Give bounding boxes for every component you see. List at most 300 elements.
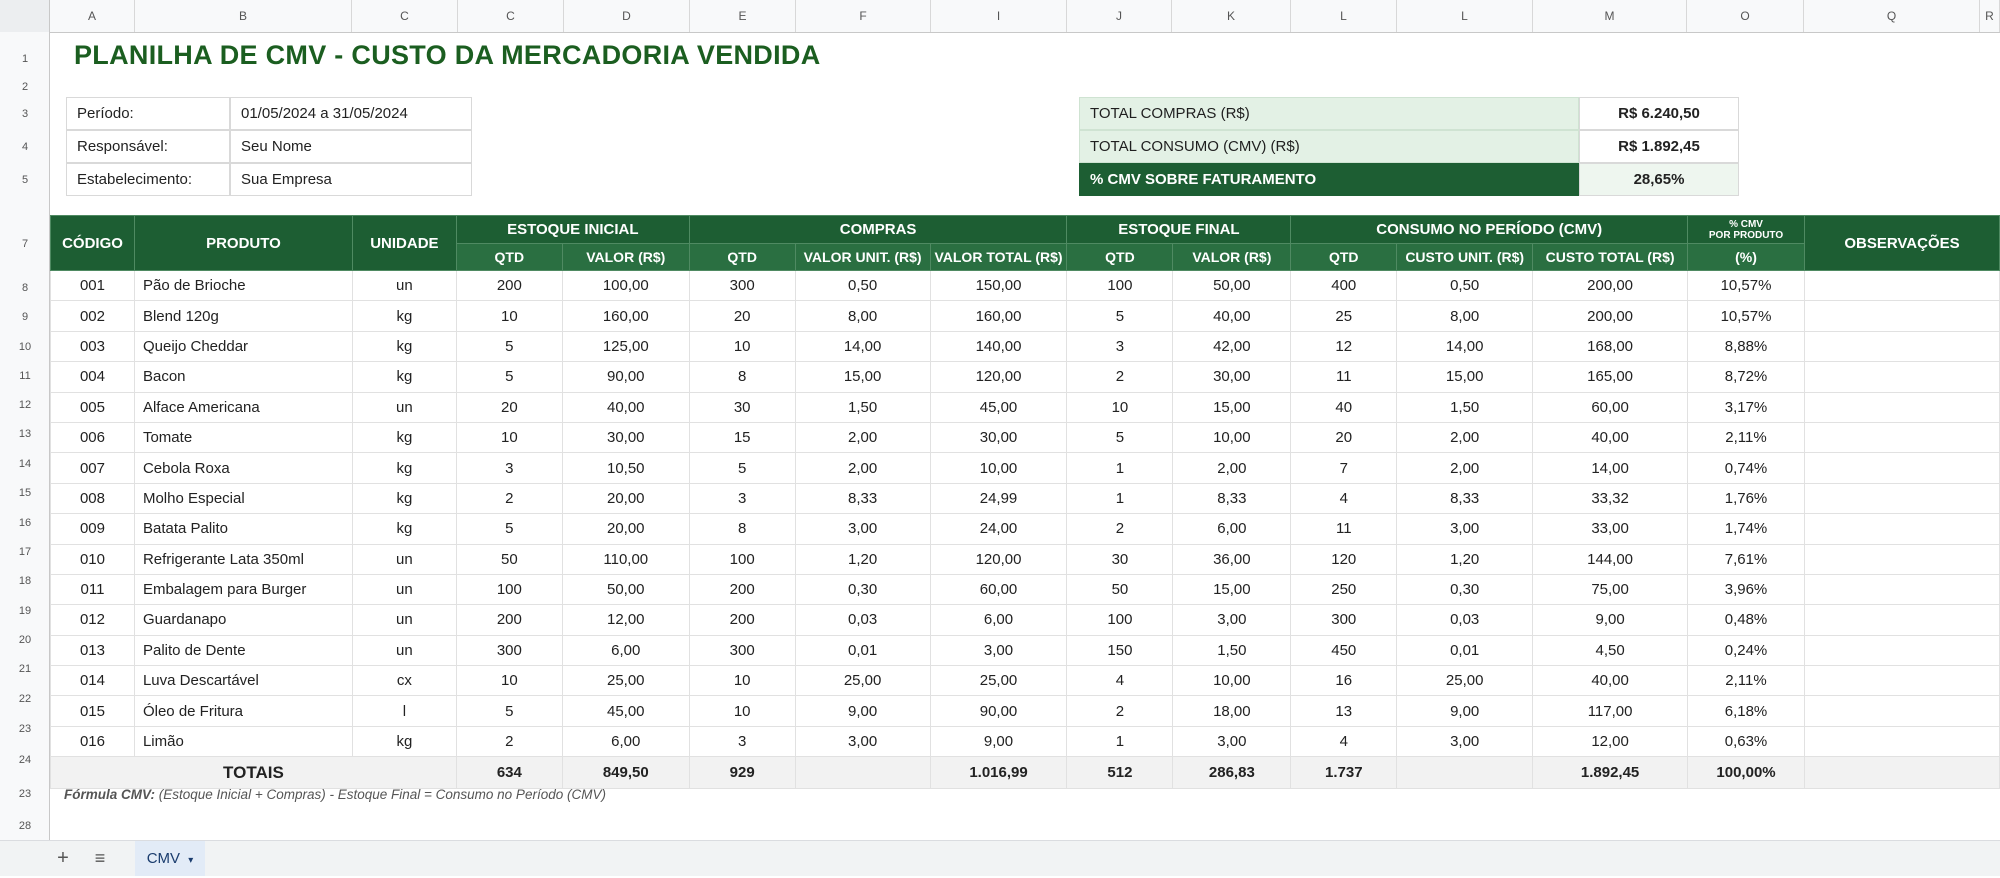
cell-estoque-inicial-valor[interactable]: 6,00 <box>562 635 689 665</box>
cell-observacoes[interactable] <box>1804 392 1999 422</box>
header-produto[interactable]: PRODUTO <box>134 216 352 271</box>
subheader-valor-unit[interactable]: VALOR UNIT. (R$) <box>795 244 930 271</box>
cell-unidade[interactable]: kg <box>352 483 456 513</box>
cell-compras-qtd[interactable]: 200 <box>689 605 795 635</box>
cell-estoque-final-valor[interactable]: 15,00 <box>1173 392 1291 422</box>
cell-estoque-inicial-valor[interactable]: 50,00 <box>562 574 689 604</box>
cell-codigo[interactable]: 007 <box>51 453 135 483</box>
cell-observacoes[interactable] <box>1804 635 1999 665</box>
cell-consumo-custo-unit[interactable]: 15,00 <box>1397 362 1533 392</box>
totals-label[interactable]: TOTAIS <box>51 757 457 789</box>
cell-compras-valor-unit[interactable]: 25,00 <box>795 666 930 696</box>
cell-unidade[interactable]: un <box>352 271 456 301</box>
column-letter[interactable]: L <box>1291 0 1397 32</box>
row-number[interactable]: 1 <box>21 53 29 65</box>
info-label-estabelecimento[interactable]: Estabelecimento: <box>66 163 230 196</box>
cell-estoque-inicial-qtd[interactable]: 10 <box>456 422 562 452</box>
row-number[interactable]: 21 <box>18 663 32 675</box>
cell-consumo-qtd[interactable]: 4 <box>1291 483 1397 513</box>
cell-estoque-final-qtd[interactable]: 1 <box>1067 726 1173 756</box>
cell-compras-valor-unit[interactable]: 0,03 <box>795 605 930 635</box>
cell-consumo-custo-total[interactable]: 165,00 <box>1533 362 1688 392</box>
cell-consumo-custo-total[interactable]: 168,00 <box>1533 331 1688 361</box>
cell-pct-produto[interactable]: 0,63% <box>1688 726 1805 756</box>
row-number[interactable]: 12 <box>18 398 32 411</box>
row-number[interactable]: 22 <box>18 692 32 705</box>
cell-produto[interactable]: Cebola Roxa <box>134 453 352 483</box>
subheader-custo-unit[interactable]: CUSTO UNIT. (R$) <box>1397 244 1533 271</box>
cell-estoque-inicial-valor[interactable]: 40,00 <box>562 392 689 422</box>
cell-consumo-custo-total[interactable]: 60,00 <box>1533 392 1688 422</box>
subheader-qtd[interactable]: QTD <box>1291 244 1397 271</box>
cell-produto[interactable]: Tomate <box>134 422 352 452</box>
row-number[interactable]: 23 <box>18 722 32 735</box>
cell-estoque-inicial-qtd[interactable]: 2 <box>456 483 562 513</box>
total-cell[interactable]: 1.737 <box>1291 757 1397 789</box>
cell-unidade[interactable]: un <box>352 544 456 574</box>
summary-label-total-compras[interactable]: TOTAL COMPRAS (R$) <box>1079 97 1579 130</box>
cell-estoque-final-valor[interactable]: 18,00 <box>1173 696 1291 726</box>
cell-estoque-inicial-qtd[interactable]: 200 <box>456 605 562 635</box>
cell-consumo-custo-total[interactable]: 200,00 <box>1533 301 1688 331</box>
cell-consumo-qtd[interactable]: 25 <box>1291 301 1397 331</box>
cell-codigo[interactable]: 013 <box>51 635 135 665</box>
row-number[interactable]: 7 <box>21 238 29 250</box>
total-cell[interactable]: 286,83 <box>1173 757 1291 789</box>
cell-compras-valor-total[interactable]: 90,00 <box>930 696 1067 726</box>
cell-observacoes[interactable] <box>1804 696 1999 726</box>
cell-estoque-final-qtd[interactable]: 2 <box>1067 362 1173 392</box>
column-letter[interactable]: D <box>564 0 690 32</box>
cell-consumo-qtd[interactable]: 250 <box>1291 574 1397 604</box>
header-codigo[interactable]: CÓDIGO <box>51 216 135 271</box>
cell-consumo-qtd[interactable]: 11 <box>1291 362 1397 392</box>
cell-consumo-qtd[interactable]: 13 <box>1291 696 1397 726</box>
cell-observacoes[interactable] <box>1804 331 1999 361</box>
cell-estoque-final-qtd[interactable]: 3 <box>1067 331 1173 361</box>
cell-estoque-final-qtd[interactable]: 30 <box>1067 544 1173 574</box>
cell-compras-qtd[interactable]: 8 <box>689 362 795 392</box>
cell-unidade[interactable]: kg <box>352 453 456 483</box>
cell-produto[interactable]: Guardanapo <box>134 605 352 635</box>
row-number[interactable]: 16 <box>18 516 32 529</box>
column-letter[interactable]: I <box>931 0 1067 32</box>
cell-compras-valor-total[interactable]: 25,00 <box>930 666 1067 696</box>
cell-estoque-inicial-valor[interactable]: 6,00 <box>562 726 689 756</box>
header-consumo[interactable]: CONSUMO NO PERÍODO (CMV) <box>1291 216 1688 244</box>
total-cell[interactable] <box>795 757 930 789</box>
cell-estoque-final-valor[interactable]: 40,00 <box>1173 301 1291 331</box>
cell-compras-qtd[interactable]: 10 <box>689 666 795 696</box>
row-number[interactable]: 10 <box>18 340 32 353</box>
cell-compras-valor-unit[interactable]: 14,00 <box>795 331 930 361</box>
cell-estoque-inicial-qtd[interactable]: 5 <box>456 696 562 726</box>
cell-estoque-final-valor[interactable]: 10,00 <box>1173 666 1291 696</box>
cell-observacoes[interactable] <box>1804 453 1999 483</box>
total-cell[interactable]: 929 <box>689 757 795 789</box>
cell-estoque-final-valor[interactable]: 6,00 <box>1173 514 1291 544</box>
info-value-periodo[interactable]: 01/05/2024 a 31/05/2024 <box>230 97 472 130</box>
cell-compras-valor-unit[interactable]: 1,50 <box>795 392 930 422</box>
cell-estoque-final-qtd[interactable]: 100 <box>1067 605 1173 635</box>
cell-compras-valor-unit[interactable]: 3,00 <box>795 726 930 756</box>
cell-pct-produto[interactable]: 3,96% <box>1688 574 1805 604</box>
cell-estoque-final-valor[interactable]: 1,50 <box>1173 635 1291 665</box>
cell-consumo-custo-total[interactable]: 117,00 <box>1533 696 1688 726</box>
cell-codigo[interactable]: 008 <box>51 483 135 513</box>
cell-produto[interactable]: Óleo de Fritura <box>134 696 352 726</box>
cell-unidade[interactable]: kg <box>352 422 456 452</box>
cell-compras-valor-unit[interactable]: 8,33 <box>795 483 930 513</box>
all-sheets-menu-button[interactable]: ≡ <box>94 848 106 868</box>
cell-compras-qtd[interactable]: 10 <box>689 331 795 361</box>
cell-consumo-custo-total[interactable]: 33,00 <box>1533 514 1688 544</box>
cell-compras-valor-unit[interactable]: 0,30 <box>795 574 930 604</box>
cell-estoque-inicial-qtd[interactable]: 20 <box>456 392 562 422</box>
cell-produto[interactable]: Refrigerante Lata 350ml <box>134 544 352 574</box>
cell-codigo[interactable]: 011 <box>51 574 135 604</box>
cell-estoque-inicial-valor[interactable]: 110,00 <box>562 544 689 574</box>
summary-value-total-consumo[interactable]: R$ 1.892,45 <box>1579 130 1739 163</box>
total-cell[interactable]: 100,00% <box>1688 757 1805 789</box>
row-number[interactable]: 18 <box>18 575 32 587</box>
cell-codigo[interactable]: 016 <box>51 726 135 756</box>
header-estoque-inicial[interactable]: ESTOQUE INICIAL <box>456 216 689 244</box>
cell-pct-produto[interactable]: 0,24% <box>1688 635 1805 665</box>
row-number[interactable]: 28 <box>18 820 32 832</box>
cell-estoque-inicial-qtd[interactable]: 5 <box>456 362 562 392</box>
cell-estoque-inicial-valor[interactable]: 10,50 <box>562 453 689 483</box>
cell-estoque-inicial-valor[interactable]: 45,00 <box>562 696 689 726</box>
cell-pct-produto[interactable]: 3,17% <box>1688 392 1805 422</box>
cell-compras-valor-unit[interactable]: 9,00 <box>795 696 930 726</box>
column-letter[interactable]: J <box>1067 0 1172 32</box>
cell-estoque-final-qtd[interactable]: 4 <box>1067 666 1173 696</box>
cell-consumo-custo-unit[interactable]: 14,00 <box>1397 331 1533 361</box>
info-label-responsavel[interactable]: Responsável: <box>66 130 230 163</box>
cell-pct-produto[interactable]: 10,57% <box>1688 271 1805 301</box>
cell-estoque-inicial-qtd[interactable]: 50 <box>456 544 562 574</box>
cell-produto[interactable]: Palito de Dente <box>134 635 352 665</box>
cell-unidade[interactable]: un <box>352 635 456 665</box>
cell-observacoes[interactable] <box>1804 301 1999 331</box>
cell-compras-valor-unit[interactable]: 1,20 <box>795 544 930 574</box>
cell-produto[interactable]: Limão <box>134 726 352 756</box>
header-pct-produto[interactable]: % CMV POR PRODUTO <box>1688 216 1805 244</box>
cell-compras-valor-total[interactable]: 160,00 <box>930 301 1067 331</box>
cell-estoque-final-qtd[interactable]: 5 <box>1067 301 1173 331</box>
total-cell[interactable] <box>1397 757 1533 789</box>
cell-compras-valor-unit[interactable]: 15,00 <box>795 362 930 392</box>
cell-compras-valor-total[interactable]: 30,00 <box>930 422 1067 452</box>
cell-pct-produto[interactable]: 0,48% <box>1688 605 1805 635</box>
column-letter[interactable]: Q <box>1804 0 1980 32</box>
cell-consumo-custo-unit[interactable]: 0,30 <box>1397 574 1533 604</box>
cell-estoque-final-valor[interactable]: 8,33 <box>1173 483 1291 513</box>
cell-estoque-final-valor[interactable]: 30,00 <box>1173 362 1291 392</box>
total-cell[interactable]: 512 <box>1067 757 1173 789</box>
column-letter[interactable]: K <box>1172 0 1291 32</box>
cell-compras-valor-unit[interactable]: 3,00 <box>795 514 930 544</box>
row-number[interactable]: 2 <box>21 80 29 93</box>
cell-produto[interactable]: Molho Especial <box>134 483 352 513</box>
cell-estoque-inicial-qtd[interactable]: 10 <box>456 666 562 696</box>
cell-estoque-final-qtd[interactable]: 5 <box>1067 422 1173 452</box>
cell-estoque-final-qtd[interactable]: 10 <box>1067 392 1173 422</box>
subheader-valor-total[interactable]: VALOR TOTAL (R$) <box>930 244 1067 271</box>
column-letter[interactable]: B <box>135 0 352 32</box>
column-letter[interactable]: O <box>1687 0 1804 32</box>
cell-consumo-qtd[interactable]: 120 <box>1291 544 1397 574</box>
cell-estoque-final-valor[interactable]: 15,00 <box>1173 574 1291 604</box>
row-number[interactable]: 4 <box>21 140 29 153</box>
cell-consumo-qtd[interactable]: 7 <box>1291 453 1397 483</box>
cell-codigo[interactable]: 009 <box>51 514 135 544</box>
cell-estoque-inicial-valor[interactable]: 90,00 <box>562 362 689 392</box>
header-observacoes[interactable]: OBSERVAÇÕES <box>1804 216 1999 271</box>
cell-estoque-final-qtd[interactable]: 2 <box>1067 696 1173 726</box>
cell-compras-valor-total[interactable]: 140,00 <box>930 331 1067 361</box>
cell-consumo-custo-unit[interactable]: 1,50 <box>1397 392 1533 422</box>
info-value-estabelecimento[interactable]: Sua Empresa <box>230 163 472 196</box>
cell-compras-valor-total[interactable]: 120,00 <box>930 362 1067 392</box>
cell-codigo[interactable]: 006 <box>51 422 135 452</box>
cell-estoque-inicial-valor[interactable]: 20,00 <box>562 483 689 513</box>
cell-consumo-qtd[interactable]: 16 <box>1291 666 1397 696</box>
cell-consumo-custo-total[interactable]: 9,00 <box>1533 605 1688 635</box>
cell-compras-valor-unit[interactable]: 2,00 <box>795 453 930 483</box>
cell-codigo[interactable]: 004 <box>51 362 135 392</box>
cell-estoque-inicial-qtd[interactable]: 10 <box>456 301 562 331</box>
cell-estoque-inicial-valor[interactable]: 20,00 <box>562 514 689 544</box>
cell-consumo-custo-unit[interactable]: 25,00 <box>1397 666 1533 696</box>
cell-consumo-qtd[interactable]: 40 <box>1291 392 1397 422</box>
cell-consumo-custo-total[interactable]: 4,50 <box>1533 635 1688 665</box>
cell-estoque-inicial-qtd[interactable]: 300 <box>456 635 562 665</box>
row-number[interactable]: 20 <box>18 633 32 646</box>
cell-compras-qtd[interactable]: 15 <box>689 422 795 452</box>
summary-value-total-compras[interactable]: R$ 6.240,50 <box>1579 97 1739 130</box>
cell-observacoes[interactable] <box>1804 483 1999 513</box>
cell-unidade[interactable]: kg <box>352 331 456 361</box>
cell-estoque-inicial-valor[interactable]: 160,00 <box>562 301 689 331</box>
cell-estoque-inicial-qtd[interactable]: 200 <box>456 271 562 301</box>
cell-observacoes[interactable] <box>1804 362 1999 392</box>
cell-unidade[interactable]: l <box>352 696 456 726</box>
cell-consumo-qtd[interactable]: 12 <box>1291 331 1397 361</box>
select-all-corner[interactable] <box>0 0 50 32</box>
cell-consumo-custo-unit[interactable]: 2,00 <box>1397 422 1533 452</box>
cell-pct-produto[interactable]: 7,61% <box>1688 544 1805 574</box>
total-cell[interactable]: 634 <box>456 757 562 789</box>
cell-codigo[interactable]: 012 <box>51 605 135 635</box>
cell-observacoes[interactable] <box>1804 514 1999 544</box>
cell-pct-produto[interactable]: 1,74% <box>1688 514 1805 544</box>
cell-produto[interactable]: Batata Palito <box>134 514 352 544</box>
cell-consumo-custo-unit[interactable]: 2,00 <box>1397 453 1533 483</box>
cell-consumo-custo-total[interactable]: 40,00 <box>1533 666 1688 696</box>
cell-observacoes[interactable] <box>1804 271 1999 301</box>
cell-produto[interactable]: Alface Americana <box>134 392 352 422</box>
cell-compras-valor-unit[interactable]: 2,00 <box>795 422 930 452</box>
total-cell[interactable]: 1.892,45 <box>1533 757 1688 789</box>
column-letter[interactable]: L <box>1397 0 1533 32</box>
total-cell[interactable]: 1.016,99 <box>930 757 1067 789</box>
cell-compras-qtd[interactable]: 20 <box>689 301 795 331</box>
column-letter[interactable]: C <box>458 0 564 32</box>
cell-pct-produto[interactable]: 2,11% <box>1688 666 1805 696</box>
column-letter[interactable]: C <box>352 0 458 32</box>
cell-codigo[interactable]: 014 <box>51 666 135 696</box>
cell-compras-valor-total[interactable]: 6,00 <box>930 605 1067 635</box>
cell-codigo[interactable]: 015 <box>51 696 135 726</box>
cell-compras-qtd[interactable]: 3 <box>689 483 795 513</box>
summary-label-total-consumo[interactable]: TOTAL CONSUMO (CMV) (R$) <box>1079 130 1579 163</box>
cell-compras-valor-unit[interactable]: 0,50 <box>795 271 930 301</box>
cell-consumo-custo-total[interactable]: 144,00 <box>1533 544 1688 574</box>
cell-compras-qtd[interactable]: 300 <box>689 635 795 665</box>
cell-observacoes[interactable] <box>1804 605 1999 635</box>
row-number[interactable]: 3 <box>21 107 29 120</box>
cell-codigo[interactable]: 010 <box>51 544 135 574</box>
row-number[interactable]: 15 <box>18 487 32 499</box>
cell-consumo-custo-unit[interactable]: 0,50 <box>1397 271 1533 301</box>
cell-estoque-inicial-valor[interactable]: 25,00 <box>562 666 689 696</box>
cell-pct-produto[interactable]: 2,11% <box>1688 422 1805 452</box>
cell-consumo-custo-unit[interactable]: 0,01 <box>1397 635 1533 665</box>
row-number[interactable]: 24 <box>18 754 32 766</box>
cell-produto[interactable]: Luva Descartável <box>134 666 352 696</box>
cell-observacoes[interactable] <box>1804 422 1999 452</box>
cell-estoque-final-valor[interactable]: 42,00 <box>1173 331 1291 361</box>
cell-consumo-custo-unit[interactable]: 8,33 <box>1397 483 1533 513</box>
cell-estoque-final-qtd[interactable]: 50 <box>1067 574 1173 604</box>
cell-compras-qtd[interactable]: 300 <box>689 271 795 301</box>
cell-consumo-custo-total[interactable]: 33,32 <box>1533 483 1688 513</box>
cell-compras-qtd[interactable]: 3 <box>689 726 795 756</box>
cell-estoque-inicial-valor[interactable]: 30,00 <box>562 422 689 452</box>
row-number[interactable]: 5 <box>21 173 29 186</box>
column-letter[interactable]: R <box>1980 0 2000 32</box>
column-letter[interactable]: A <box>50 0 135 32</box>
cell-compras-valor-unit[interactable]: 0,01 <box>795 635 930 665</box>
subheader-pct[interactable]: (%) <box>1688 244 1805 271</box>
summary-value-pct-cmv[interactable]: 28,65% <box>1579 163 1739 196</box>
cell-estoque-final-valor[interactable]: 10,00 <box>1173 422 1291 452</box>
info-label-periodo[interactable]: Período: <box>66 97 230 130</box>
cell-pct-produto[interactable]: 8,88% <box>1688 331 1805 361</box>
cell-compras-valor-total[interactable]: 60,00 <box>930 574 1067 604</box>
cell-compras-valor-total[interactable]: 10,00 <box>930 453 1067 483</box>
cell-consumo-qtd[interactable]: 400 <box>1291 271 1397 301</box>
header-estoque-final[interactable]: ESTOQUE FINAL <box>1067 216 1291 244</box>
add-sheet-button[interactable]: + <box>57 847 69 869</box>
cell-consumo-qtd[interactable]: 20 <box>1291 422 1397 452</box>
cell-unidade[interactable]: kg <box>352 301 456 331</box>
cell-compras-valor-total[interactable]: 150,00 <box>930 271 1067 301</box>
cell-estoque-final-qtd[interactable]: 150 <box>1067 635 1173 665</box>
cell-consumo-custo-total[interactable]: 75,00 <box>1533 574 1688 604</box>
cell-estoque-inicial-valor[interactable]: 125,00 <box>562 331 689 361</box>
cell-estoque-final-qtd[interactable]: 1 <box>1067 483 1173 513</box>
cell-consumo-custo-total[interactable]: 12,00 <box>1533 726 1688 756</box>
cell-compras-valor-unit[interactable]: 8,00 <box>795 301 930 331</box>
cell-consumo-qtd[interactable]: 11 <box>1291 514 1397 544</box>
total-cell[interactable]: 849,50 <box>562 757 689 789</box>
cell-estoque-inicial-qtd[interactable]: 3 <box>456 453 562 483</box>
cell-estoque-final-qtd[interactable]: 100 <box>1067 271 1173 301</box>
cell-observacoes[interactable] <box>1804 544 1999 574</box>
cell-consumo-qtd[interactable]: 450 <box>1291 635 1397 665</box>
summary-label-pct-cmv[interactable]: % CMV SOBRE FATURAMENTO <box>1079 163 1579 196</box>
cell-consumo-qtd[interactable]: 300 <box>1291 605 1397 635</box>
cell-consumo-custo-unit[interactable]: 1,20 <box>1397 544 1533 574</box>
cell-pct-produto[interactable]: 10,57% <box>1688 301 1805 331</box>
cell-estoque-final-valor[interactable]: 36,00 <box>1173 544 1291 574</box>
cell-compras-qtd[interactable]: 10 <box>689 696 795 726</box>
cell-consumo-custo-unit[interactable]: 3,00 <box>1397 514 1533 544</box>
cell-unidade[interactable]: kg <box>352 726 456 756</box>
cell-observacoes[interactable] <box>1804 666 1999 696</box>
row-number[interactable]: 14 <box>18 457 32 470</box>
subheader-qtd[interactable]: QTD <box>456 244 562 271</box>
cell-unidade[interactable]: kg <box>352 362 456 392</box>
cell-consumo-custo-unit[interactable]: 0,03 <box>1397 605 1533 635</box>
cell-compras-valor-total[interactable]: 24,00 <box>930 514 1067 544</box>
cell-consumo-custo-unit[interactable]: 8,00 <box>1397 301 1533 331</box>
cell-estoque-inicial-valor[interactable]: 100,00 <box>562 271 689 301</box>
cell-compras-valor-total[interactable]: 120,00 <box>930 544 1067 574</box>
cell-compras-valor-total[interactable]: 9,00 <box>930 726 1067 756</box>
cell-estoque-final-qtd[interactable]: 2 <box>1067 514 1173 544</box>
subheader-custo-total[interactable]: CUSTO TOTAL (R$) <box>1533 244 1688 271</box>
subheader-valor[interactable]: VALOR (R$) <box>562 244 689 271</box>
cell-compras-qtd[interactable]: 100 <box>689 544 795 574</box>
sheet-tab-cmv[interactable] <box>135 841 205 876</box>
cell-estoque-final-valor[interactable]: 3,00 <box>1173 605 1291 635</box>
cell-produto[interactable]: Blend 120g <box>134 301 352 331</box>
cell-codigo[interactable]: 002 <box>51 301 135 331</box>
cell-estoque-inicial-qtd[interactable]: 100 <box>456 574 562 604</box>
cell-unidade[interactable]: kg <box>352 514 456 544</box>
cell-produto[interactable]: Pão de Brioche <box>134 271 352 301</box>
cell-compras-qtd[interactable]: 200 <box>689 574 795 604</box>
header-unidade[interactable]: UNIDADE <box>352 216 456 271</box>
cell-produto[interactable]: Embalagem para Burger <box>134 574 352 604</box>
cell-estoque-final-qtd[interactable]: 1 <box>1067 453 1173 483</box>
cell-estoque-inicial-valor[interactable]: 12,00 <box>562 605 689 635</box>
row-number[interactable]: 23 <box>18 788 32 800</box>
cell-compras-qtd[interactable]: 8 <box>689 514 795 544</box>
cell-unidade[interactable]: cx <box>352 666 456 696</box>
column-letter[interactable]: M <box>1533 0 1687 32</box>
cell-estoque-final-valor[interactable]: 2,00 <box>1173 453 1291 483</box>
subheader-qtd[interactable]: QTD <box>1067 244 1173 271</box>
column-letter[interactable]: E <box>690 0 796 32</box>
cell-pct-produto[interactable]: 1,76% <box>1688 483 1805 513</box>
cell-observacoes[interactable] <box>1804 726 1999 756</box>
row-number[interactable]: 13 <box>18 428 32 440</box>
cell-consumo-custo-total[interactable]: 40,00 <box>1533 422 1688 452</box>
subheader-valor[interactable]: VALOR (R$) <box>1173 244 1291 271</box>
cell-estoque-final-valor[interactable]: 50,00 <box>1173 271 1291 301</box>
cell-produto[interactable]: Bacon <box>134 362 352 392</box>
row-number[interactable]: 9 <box>21 311 29 323</box>
column-letter[interactable]: F <box>796 0 931 32</box>
total-cell[interactable] <box>1804 757 1999 789</box>
cell-compras-valor-total[interactable]: 45,00 <box>930 392 1067 422</box>
cell-unidade[interactable]: un <box>352 574 456 604</box>
